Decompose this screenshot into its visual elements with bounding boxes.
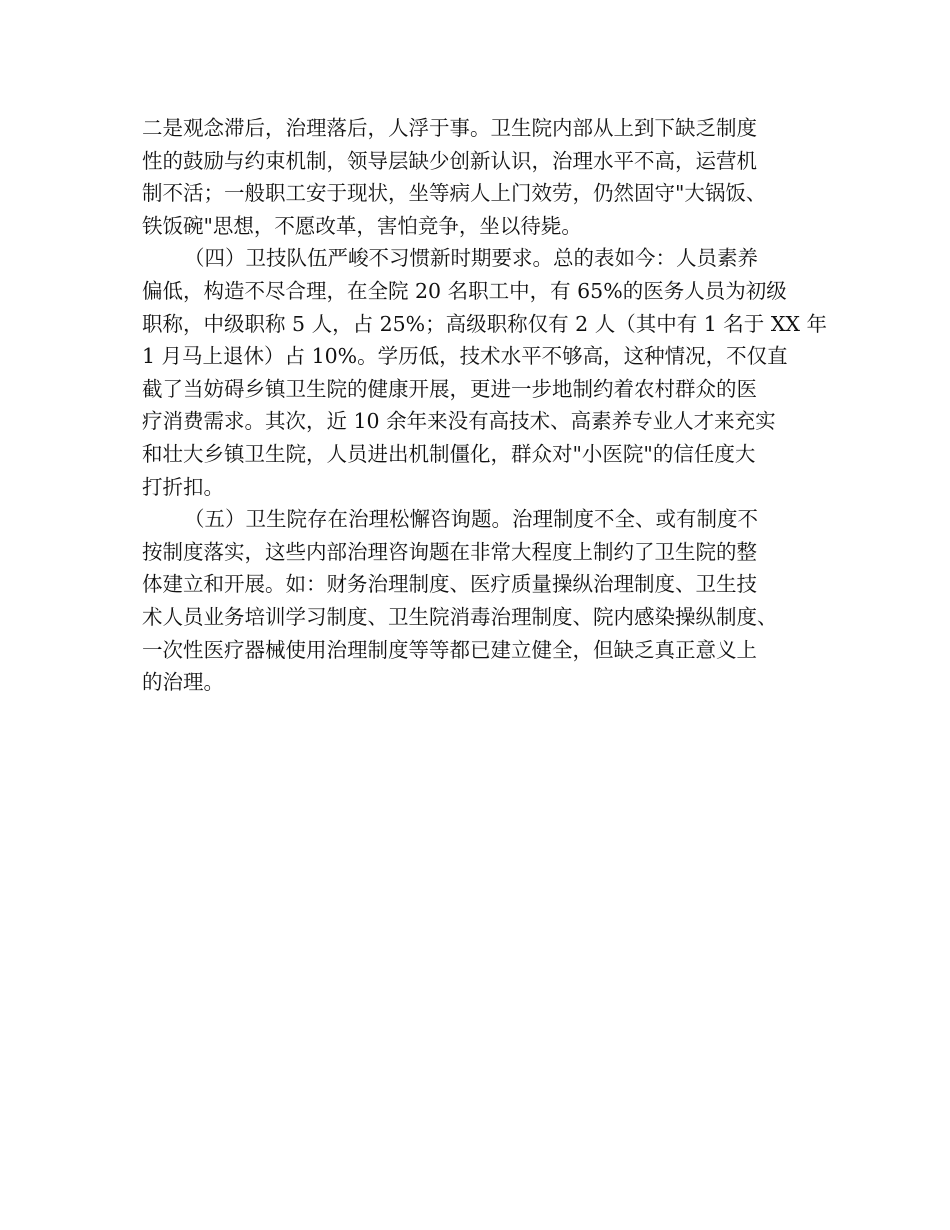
text-line: 二是观念滞后，治理落后，人浮于事。卫生院内部从上到下缺乏制度: [142, 116, 757, 140]
text-line: 偏低，构造不尽合理，在全院 20 名职工中，有 65%的医务人员为初级: [142, 278, 787, 303]
document-body: [142, 112, 828, 699]
paragraph-section-5: [142, 503, 822, 699]
text-line: 体建立和开展。如：财务治理制度、医疗质量操纵治理制度、卫生技: [142, 572, 757, 597]
text-line: （四）卫技队伍严峻不习惯新时期要求。总的表如今：人员素养: [184, 246, 758, 271]
text-line: 铁饭碗"思想，不愿改革，害怕竞争，坐以待毙。: [142, 213, 582, 238]
text-line: 术人员业务培训学习制度、卫生院消毒治理制度、院内感染操纵制度、: [142, 604, 778, 629]
text-line: 截了当妨碍乡镇卫生院的健康开展，更进一步地制约着农村群众的医: [142, 376, 757, 401]
text-line: 职称，中级职称 5 人，占 25%；高级职称仅有 2 人（其中有 1 名于 XX 年: [142, 311, 828, 336]
paragraph-section-4: [142, 242, 828, 503]
text-line: 打折扣。: [142, 474, 224, 499]
text-line: 疗消费需求。其次，近 10 余年来没有高技术、高素养专业人才来充实: [142, 409, 776, 434]
text-line: 一次性医疗器械使用治理制度等等都已建立健全，但缺乏真正意义上: [142, 637, 757, 662]
text-line: 制不活；一般职工安于现状，坐等病人上门效劳，仍然固守"大锅饭、: [142, 181, 767, 206]
paragraph-2: [142, 112, 822, 242]
text-line: 性的鼓励与约束机制，领导层缺少创新认识，治理水平不高，运营机: [142, 148, 757, 173]
text-line: 和壮大乡镇卫生院，人员进出机制僵化，群众对"小医院"的信任度大: [142, 441, 756, 466]
text-line: 的治理。: [142, 670, 224, 695]
text-line: （五）卫生院存在治理松懈咨询题。治理制度不全、或有制度不: [184, 507, 758, 532]
text-line: 1 月马上退休）占 10%。学历低，技术水平不够高，这种情况，不仅直: [142, 344, 788, 369]
text-line: 按制度落实，这些内部治理咨询题在非常大程度上制约了卫生院的整: [142, 539, 757, 564]
